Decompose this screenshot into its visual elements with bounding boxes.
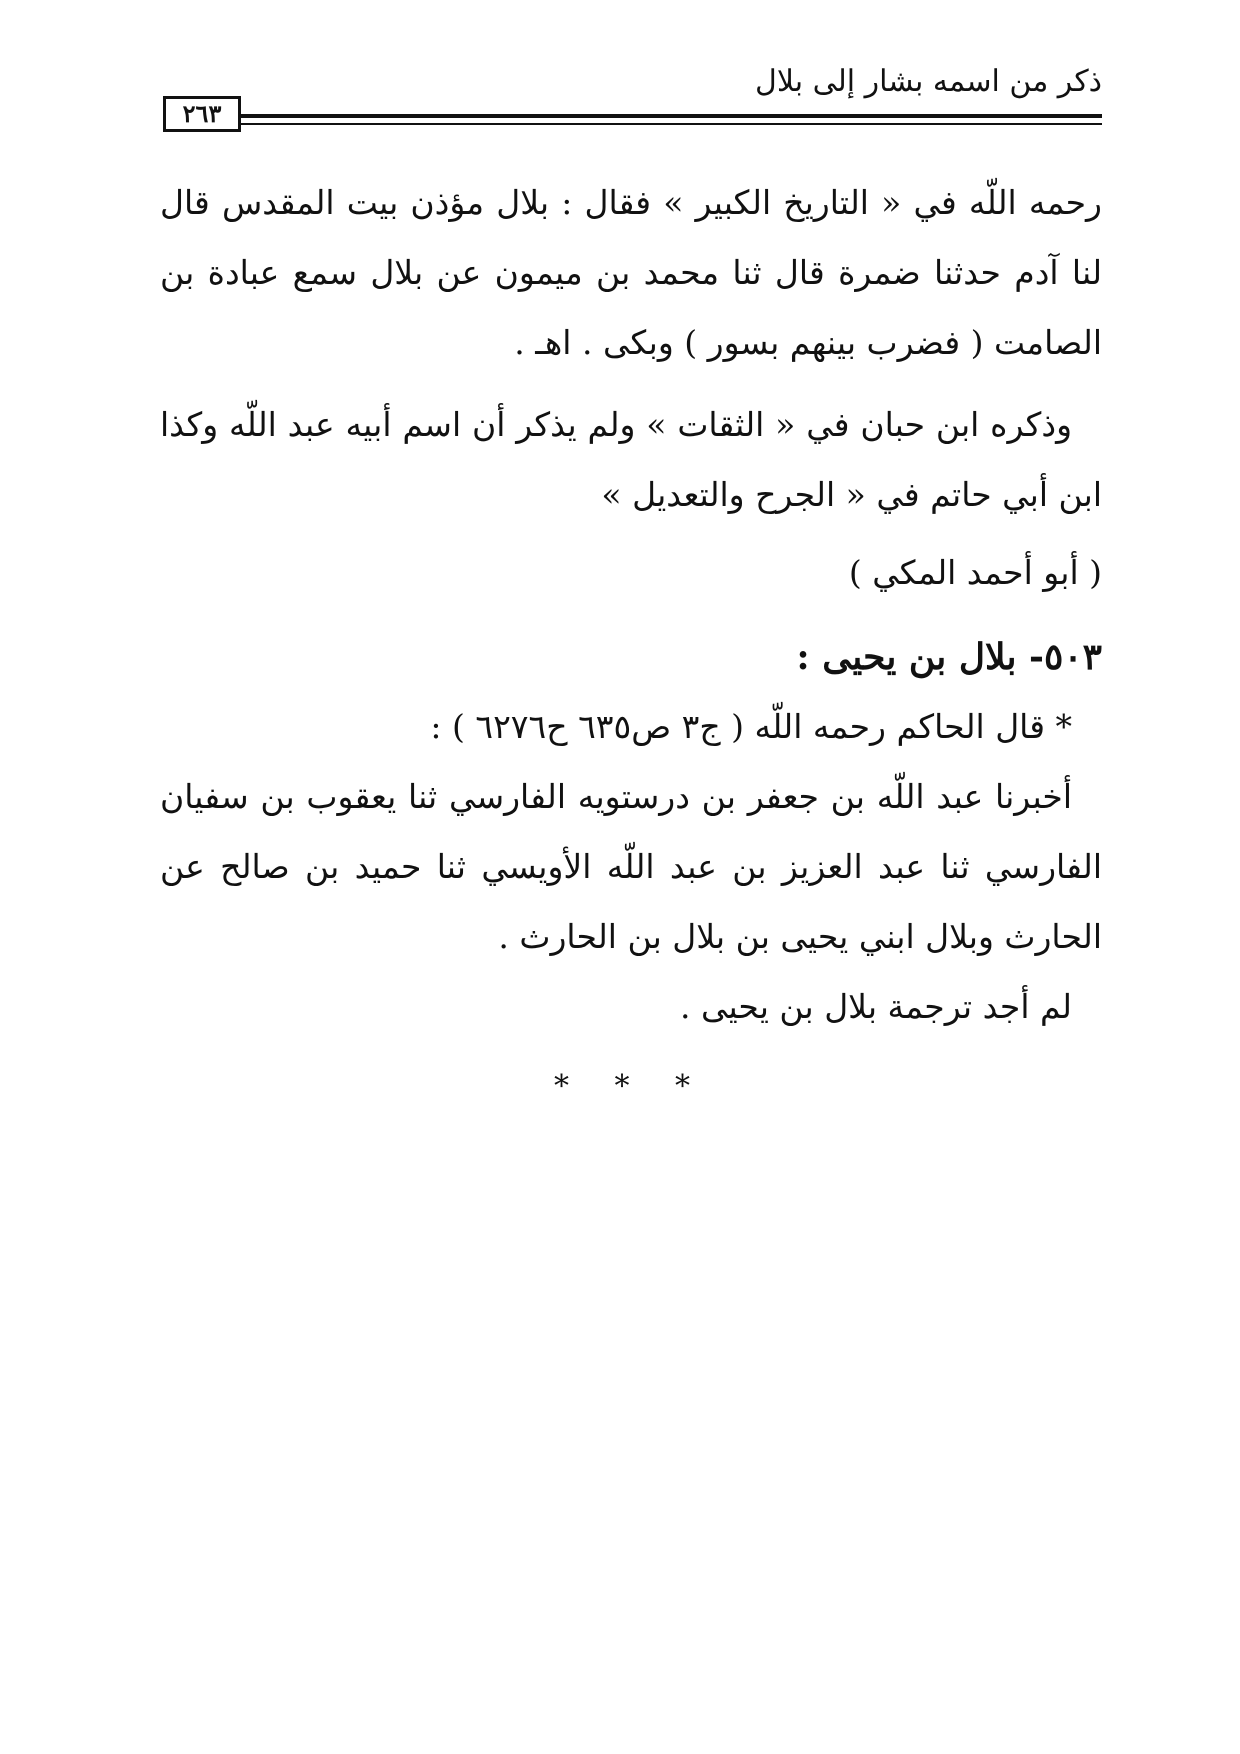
header-rule-thin: [241, 123, 1102, 125]
paragraph-5: أخبرنا عبد اللّه بن جعفر بن درستويه الفارسي ثنا يعقوب بن سفيان الفارسي ثنا عبد العزيز بن عبد اللّه الأويسي ثنا حميد بن صالح عن الحارث وبلال ابني يحيى بن بلال بن الحارث .: [160, 777, 1102, 956]
paragraph-1: رحمه اللّه في « التاريخ الكبير » فقال : بلال مؤذن بيت المقدس قال لنا آدم حدثنا ضمرة قال ثنا محمد بن ميمون عن بلال سمع عبادة بن الصامت ( فضرب بينهم بسور ) وبكى . اهـ .: [160, 183, 1102, 362]
body-text: [160, 168, 1102, 1122]
paragraph-3: ( أبو أحمد المكي ): [848, 553, 1102, 592]
section-separator: * * *: [553, 1069, 709, 1104]
header-rule-thick: [241, 114, 1102, 118]
page-number: ٢٦٣: [163, 96, 241, 132]
running-title: ذكر من اسمه بشار إلى بلال: [755, 64, 1102, 99]
paragraph-6: لم أجد ترجمة بلال بن يحيى .: [679, 987, 1072, 1026]
entry-heading: ٥٠٣- بلال بن يحيى :: [796, 636, 1102, 678]
paragraph-2: وذكره ابن حبان في « الثقات » ولم يذكر أن اسم أبيه عبد اللّه وكذا ابن أبي حاتم في « الجرح والتعديل »: [160, 405, 1102, 514]
paragraph-4: * قال الحاكم رحمه اللّه ( ج٣ ص٦٣٥ ح٦٢٧٦ ) :: [430, 707, 1072, 746]
